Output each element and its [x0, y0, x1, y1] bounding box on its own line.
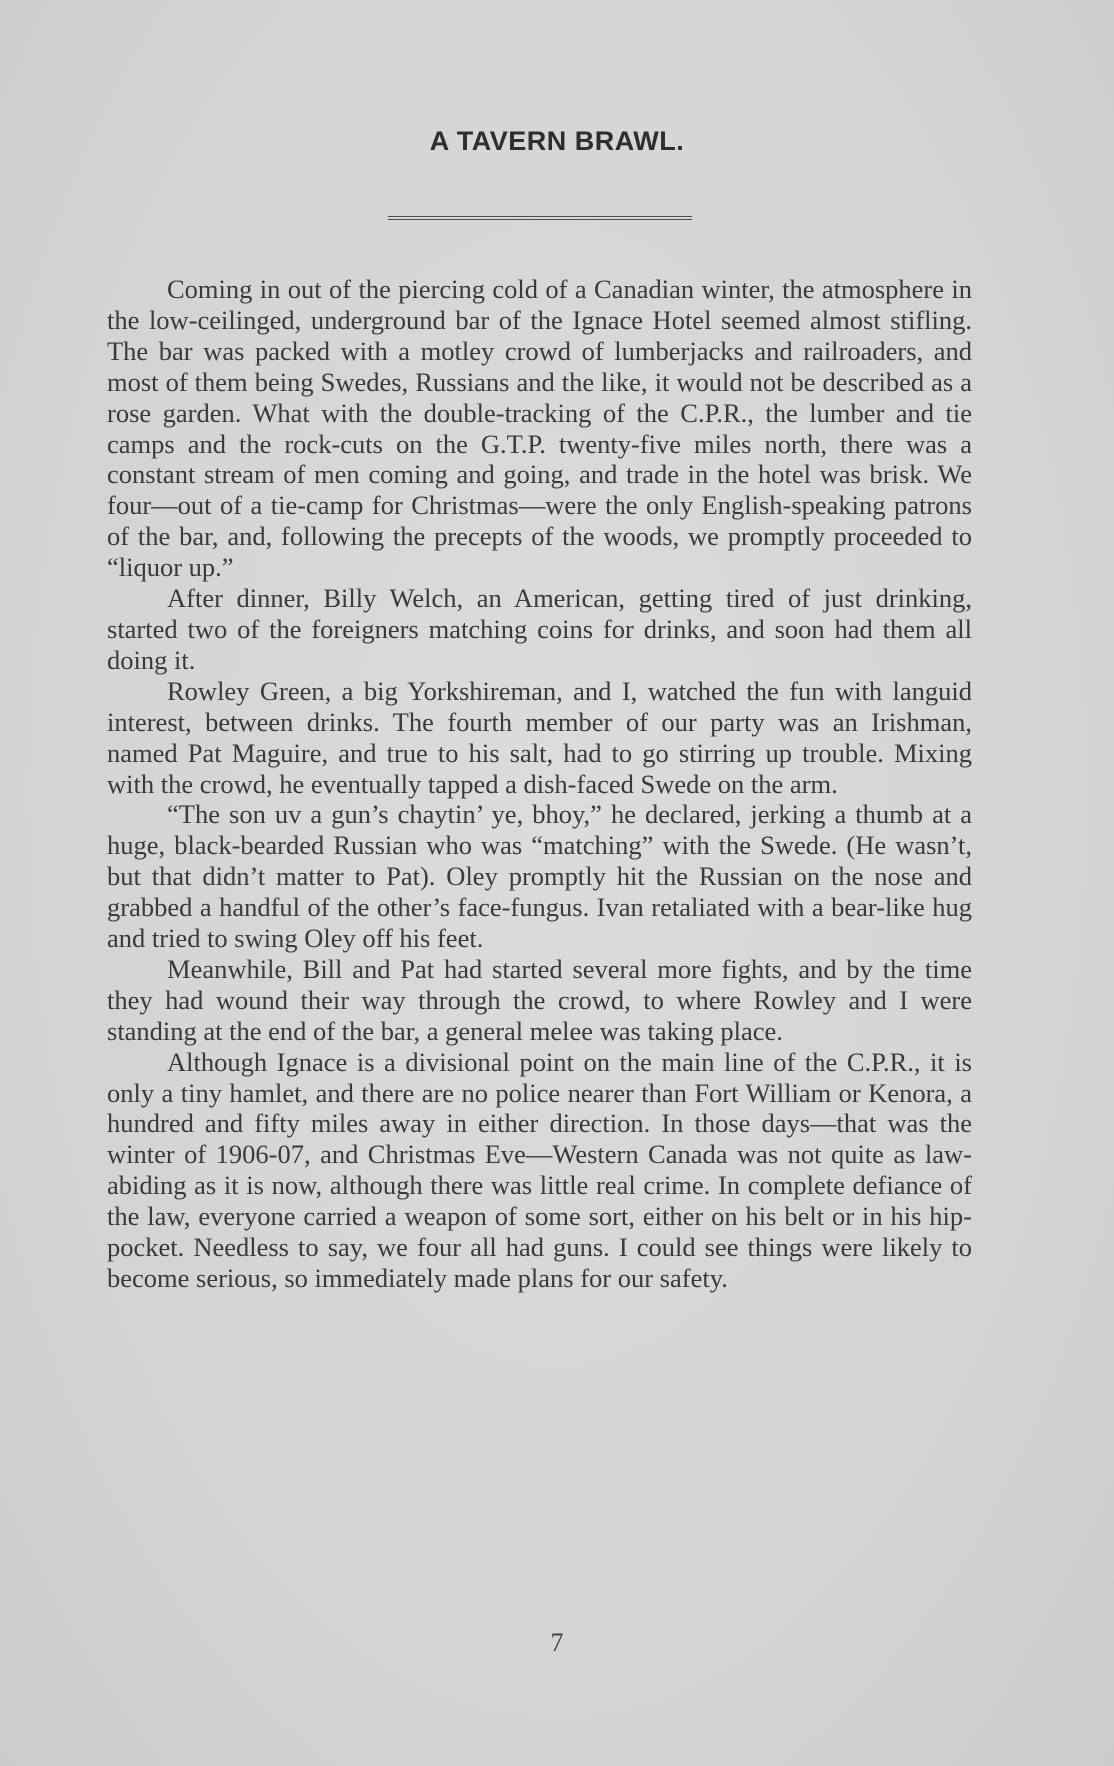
- paragraph: “The son uv a gun’s chaytin’ ye, bhoy,” he declared, jerking a thumb at a huge, black-bearded Russian who was “matching” with the Swede. (He wasn’t, but that didn’t matter to Pat). Oley promptly hit the Russian on the nose and grabbed a handful of the other’s face-fungus. Ivan retaliated with a bear-like hug and tried to swing Oley off his feet.: [107, 799, 972, 954]
- paragraph: Rowley Green, a big Yorkshireman, and I, watched the fun with languid interest, between drinks. The fourth member of our party was an Irishman, named Pat Maguire, and true to his salt, had to go stirring up trouble. Mixing with the crowd, he eventually tapped a dish-faced Swede on the arm.: [107, 675, 972, 799]
- paragraph: Although Ignace is a divisional point on the main line of the C.P.R., it is only a tiny hamlet, and there are no police nearer than Fort William or Kenora, a hundred and fifty miles away in either direction. In those days—that was the winter of 1906-07, and Christmas Eve—Western Canada was not quite as law-abiding as it is now, although there was little real crime. In complete defiance of the law, everyone carried a weapon of some sort, either on his belt or in his hip-pocket. Needless to say, we four all had guns. I could see things were likely to become serious, so immediately made plans for our safety.: [107, 1046, 972, 1293]
- paragraph: Meanwhile, Bill and Pat had started several more fights, and by the time they had wound their way through the crowd, to where Rowley and I were standing at the end of the bar, a general melee was taking place.: [107, 953, 972, 1046]
- chapter-title: A TAVERN BRAWL.: [429, 126, 685, 156]
- title-divider-rule: [388, 216, 692, 220]
- paragraph: Coming in out of the piercing cold of a Canadian winter, the atmosphere in the low-ceilinged, underground bar of the Ignace Hotel seemed almost stifling. The bar was packed with a motley crowd of lumberjacks and railroaders, and most of them being Swedes, Russians and the like, it would not be described as a rose garden. What with the double-tracking of the C.P.R., the lumber and tie camps and the rock-cuts on the G.T.P. twenty-five miles north, there was a constant stream of men coming and going, and trade in the hotel was brisk. We four—out of a tie-camp for Christmas—were the only English-speaking patrons of the bar, and, following the precepts of the woods, we promptly proceeded to “liquor up.”: [107, 274, 972, 583]
- chapter-body: [107, 274, 972, 1294]
- page-number: 7: [550, 1628, 564, 1657]
- paragraph: After dinner, Billy Welch, an American, getting tired of just drinking, started two of the foreigners matching coins for drinks, and soon had them all doing it.: [107, 583, 972, 675]
